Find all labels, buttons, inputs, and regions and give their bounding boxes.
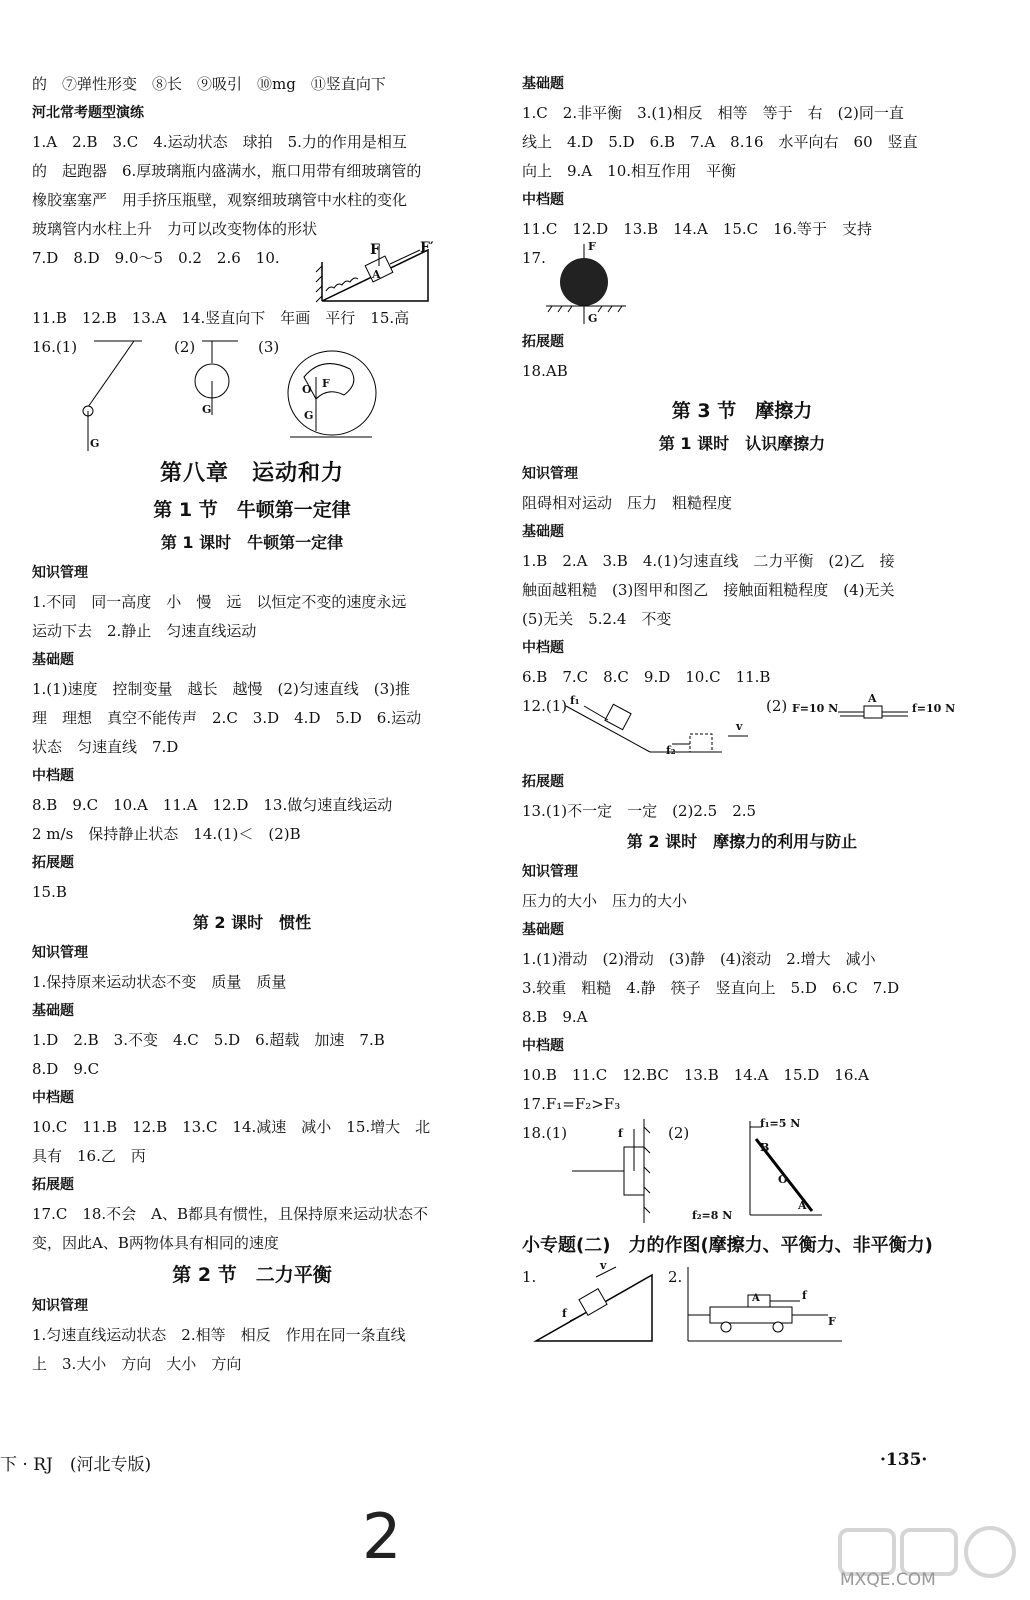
section-heading: 中档题: [522, 1038, 564, 1054]
text-line: 触面越粗糙 (3)图甲和图乙 接触面粗糙程度 (4)无关: [522, 581, 895, 599]
text-line: (5)无关 5.2.4 不变: [522, 610, 672, 628]
section-heading: 拓展题: [522, 334, 564, 350]
page-number: ·135·: [880, 1450, 928, 1470]
text-line: 16.(1): [32, 338, 78, 356]
text-line: 1.不同 同一高度 小 慢 远 以恒定不变的速度永远: [32, 593, 407, 611]
text-line: 变，因此A、B两物体具有相同的速度: [32, 1234, 279, 1252]
text-line: 橡胶塞塞严 用手挤压瓶壁，观察细玻璃管中水柱的变化: [32, 191, 408, 209]
section-heading: 基础题: [522, 524, 564, 540]
force-label: F: [322, 377, 330, 390]
force-label: f₁=5 N: [760, 1117, 801, 1130]
section-heading: 知识管理: [32, 1298, 88, 1314]
text-line: 向上 9.A 10.相互作用 平衡: [522, 162, 737, 180]
section-heading: 河北常考题型演练: [32, 105, 144, 121]
text-line: 15.B: [32, 883, 67, 901]
answer-17-row: [522, 240, 962, 328]
section-heading: 基础题: [522, 922, 564, 938]
section-heading: 基础题: [522, 76, 564, 92]
force-label: f: [802, 1289, 807, 1302]
incline-spring-diagram: [32, 244, 472, 304]
text-line: (2): [668, 1124, 690, 1142]
answer-12-row: [522, 692, 962, 768]
text-line: (3): [258, 338, 280, 356]
text-line: 玻璃管内水柱上升 力可以改变物体的形状: [32, 220, 318, 238]
text-line: 上 3.大小 方向 大小 方向: [32, 1355, 242, 1373]
text-line: 18.(1): [522, 1124, 568, 1142]
block-label: A: [752, 1293, 760, 1304]
block-label: A: [868, 692, 877, 705]
force-label: G: [588, 312, 598, 325]
lesson-title: 第 1 课时 牛顿第一定律: [160, 533, 344, 552]
block-label: A: [372, 268, 381, 281]
text-line: 18.AB: [522, 362, 568, 380]
text-line: 运动下去 2.静止 匀速直线运动: [32, 622, 257, 640]
text-line: 的 ⑦弹性形变 ⑧长 ⑨吸引 ⑩mg ⑪竖直向下: [32, 75, 386, 93]
text-line: 3.较重 粗糙 4.静 筷子 竖直向上 5.D 6.C 7.D: [522, 979, 900, 997]
text-line: 线上 4.D 5.D 6.B 7.A 8.16 水平向右 60 竖直: [522, 133, 918, 151]
force-label: f₂=8 N: [692, 1209, 733, 1222]
watermark-url: MXQE.COM: [840, 1570, 936, 1590]
force-label: F=10 N: [792, 702, 839, 715]
text-line: 1.A 2.B 3.C 4.运动状态 球拍 5.力的作用是相互: [32, 133, 407, 151]
text-line: 1.保持原来运动状态不变 质量 质量: [32, 973, 287, 991]
velocity-label: v: [600, 1259, 607, 1272]
topic-diagrams: [522, 1263, 962, 1347]
section-heading: 拓展题: [522, 774, 564, 790]
section-title: 第 3 节 摩擦力: [671, 400, 813, 422]
force-label: F: [828, 1315, 836, 1328]
force-label: F: [370, 242, 380, 258]
section-heading: 中档题: [522, 192, 564, 208]
force-label: G: [90, 437, 100, 450]
text-line: 17.F₁=F₂>F₃: [522, 1095, 621, 1113]
section-heading: 知识管理: [522, 466, 578, 482]
text-line: 7.D 8.D 9.0～5 0.2 2.6 10.: [32, 249, 280, 267]
topic-title: 小专题(二) 力的作图(摩擦力、平衡力、非平衡力): [522, 1235, 933, 1256]
left-column: [32, 70, 472, 1379]
lesson-title: 第 2 课时 惯性: [192, 913, 312, 932]
force-label: G: [304, 409, 314, 422]
section-heading: 基础题: [32, 652, 74, 668]
answer-16-row: [32, 333, 472, 455]
handwritten-mark: 2: [362, 1500, 402, 1573]
section-heading: 知识管理: [522, 864, 578, 880]
lesson-title: 第 1 课时 认识摩擦力: [658, 434, 826, 453]
section-heading: 知识管理: [32, 945, 88, 961]
point-label: O: [778, 1173, 788, 1186]
force-label: f=10 N: [912, 702, 956, 715]
section-title: 第 2 节 二力平衡: [172, 1264, 332, 1286]
text-line: 2 m/s 保持静止状态 14.(1)＜ (2)B: [32, 825, 301, 843]
text-line: 1.(1)滑动 (2)滑动 (3)静 (4)滚动 2.增大 减小: [522, 950, 876, 968]
force-label: G: [202, 403, 212, 416]
text-line: 8.B 9.C 10.A 11.A 12.D 13.做匀速直线运动: [32, 796, 393, 814]
text-line: 的 起跑器 6.厚玻璃瓶内盛满水，瓶口用带有细玻璃管的: [32, 162, 422, 180]
force-label: f: [618, 1127, 623, 1140]
section-heading: 拓展题: [32, 1177, 74, 1193]
text-line: 17.: [522, 249, 546, 267]
force-label: F: [588, 240, 596, 253]
chapter-title: 第八章 运动和力: [159, 461, 344, 486]
text-line: 2.: [668, 1268, 683, 1286]
text-line: 1.B 2.A 3.B 4.(1)匀速直线 二力平衡 (2)乙 接: [522, 552, 895, 570]
section-heading: 中档题: [32, 1090, 74, 1106]
force-label: f₁: [570, 694, 580, 707]
text-line: 1.(1)速度 控制变量 越长 越慢 (2)匀速直线 (3)推: [32, 680, 411, 698]
text-line: 11.C 12.D 13.B 14.A 15.C 16.等于 支持: [522, 220, 872, 238]
lesson-title: 第 2 课时 摩擦力的利用与防止: [626, 832, 858, 851]
text-line: 压力的大小 压力的大小: [522, 892, 688, 910]
text-line: 1.: [522, 1268, 537, 1286]
force-label: F′: [420, 240, 434, 256]
wall-ladder-diagrams: [522, 1119, 962, 1229]
section-heading: 拓展题: [32, 855, 74, 871]
text-line: 11.B 12.B 13.A 14.竖直向下 年画 平行 15.高: [32, 309, 410, 327]
right-column: [522, 70, 962, 1347]
text-line: 17.C 18.不会 A、B都具有惯性，且保持原来运动状态不: [32, 1205, 429, 1223]
text-line: 10.C 11.B 12.B 13.C 14.减速 减小 15.增大 北: [32, 1118, 431, 1136]
text-line: 1.C 2.非平衡 3.(1)相反 相等 等于 右 (2)同一直: [522, 104, 904, 122]
answer-18-row: [522, 1119, 962, 1229]
point-label: B: [760, 1141, 770, 1154]
point-label: A: [798, 1199, 807, 1212]
force-label: f₂: [666, 744, 676, 757]
topic-answer-row: [522, 1259, 962, 1347]
text-line: 8.D 9.C: [32, 1060, 100, 1078]
section-heading: 中档题: [32, 768, 74, 784]
text-line: 具有 16.乙 丙: [32, 1147, 146, 1165]
point-label: O: [302, 383, 312, 396]
text-line: 状态 匀速直线 7.D: [32, 738, 179, 756]
text-line: (2): [174, 338, 196, 356]
text-line: 1.D 2.B 3.不变 4.C 5.D 6.超载 加速 7.B: [32, 1031, 385, 1049]
text-line: 阻碍相对运动 压力 粗糙程度: [522, 494, 733, 512]
text-line: 6.B 7.C 8.C 9.D 10.C 11.B: [522, 668, 771, 686]
text-line: 10.B 11.C 12.BC 13.B 14.A 15.D 16.A: [522, 1066, 869, 1084]
force-label: f: [562, 1307, 567, 1320]
answer-10-row: [32, 240, 472, 304]
text-line: (2): [766, 697, 788, 715]
section-heading: 中档题: [522, 640, 564, 656]
footer-edition: 下 · RJ (河北专版): [0, 1455, 152, 1475]
text-line: 1.匀速直线运动状态 2.相等 相反 作用在同一条直线: [32, 1326, 406, 1344]
velocity-label: v: [736, 720, 743, 733]
text-line: 12.(1): [522, 697, 568, 715]
section-heading: 基础题: [32, 1003, 74, 1019]
text-line: 8.B 9.A: [522, 1008, 588, 1026]
section-title: 第 1 节 牛顿第一定律: [153, 499, 351, 521]
text-line: 13.(1)不一定 一定 (2)2.5 2.5: [522, 802, 757, 820]
text-line: 理 理想 真空不能传声 2.C 3.D 4.D 5.D 6.运动: [32, 709, 422, 727]
section-heading: 知识管理: [32, 565, 88, 581]
